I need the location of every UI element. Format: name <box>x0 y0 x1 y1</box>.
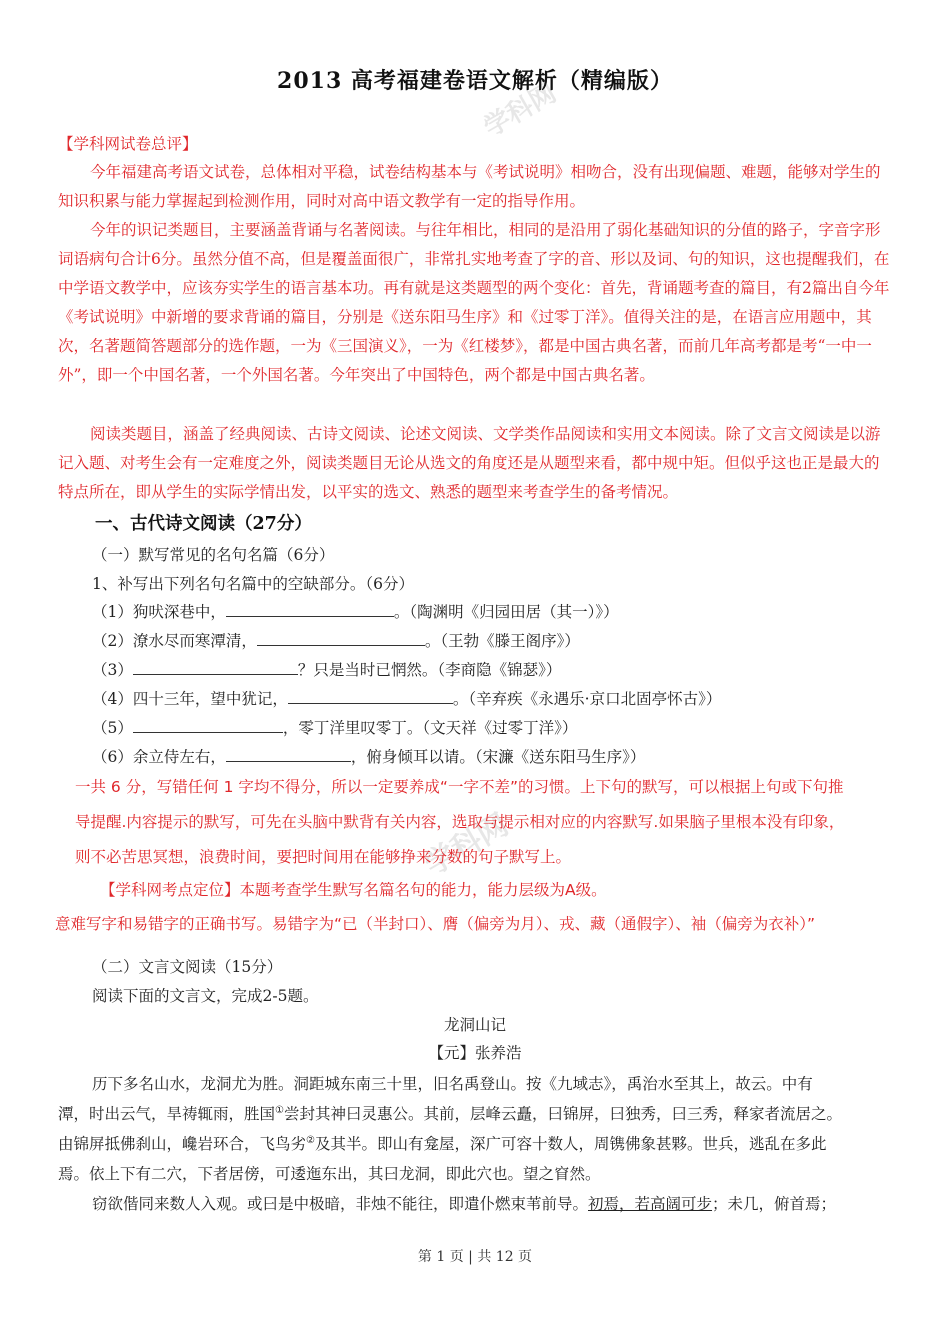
fill-item-6 <box>92 745 645 767</box>
item-number: （6） <box>92 748 133 766</box>
tip-line-2: 导提醒.内容提示的默写，可先在头脑中默背有关内容，选取与提示相对应的内容默写.如果脑子里根本没有印象， <box>75 813 845 831</box>
watermark: 学科网 <box>419 807 515 883</box>
item-source: ，零丁洋里叹零丁。（文天祥《过零丁洋》） <box>282 719 578 737</box>
item-source: 。（辛弃疾《永遇乐·京口北固亭怀古》） <box>452 690 722 708</box>
review-heading: 【学科网试卷总评】 <box>58 135 198 153</box>
fill-item-5 <box>92 716 577 738</box>
kaodian-label: 【学科网考点定位】本题考查学生默写名篇名句的能力，能力层级为A级。 <box>100 881 607 899</box>
answer-blank[interactable] <box>226 602 394 617</box>
passage-line-4: 焉。依上下有二穴，下者居傍，可逶迤东出，其曰龙洞，即此穴也。望之窅然。 <box>58 1165 601 1183</box>
tip-line-3: 则不必苦思冥想，浪费时间，要把时间用在能够挣来分数的句子默写上。 <box>75 848 572 866</box>
passage-title: 龙洞山记 <box>443 1016 506 1034</box>
subsection-heading: （一）默写常见的名句名篇（6分） <box>92 546 335 564</box>
item-text: 余立侍左右， <box>132 748 226 766</box>
tip-line-1: 一共 6 分，写错任何 1 字均不得分，所以一定要养成“一字不差”的习惯。上下句的默写，可以根据上句或下句推 <box>75 778 844 796</box>
answer-blank[interactable] <box>133 718 283 733</box>
answer-blank[interactable] <box>288 689 453 704</box>
fill-item-4 <box>92 687 721 709</box>
answer-blank[interactable] <box>133 660 298 675</box>
item-number: （3） <box>92 661 133 679</box>
passage-line-5 <box>92 1192 836 1214</box>
item-source: 。（王勃《滕王阁序》） <box>424 632 580 650</box>
item-number: （2） <box>92 632 133 650</box>
footnote-2[interactable]: ② <box>306 1134 315 1146</box>
passage-line-1: 历下多名山水，龙洞尤为胜。洞距城东南三十里，旧名禹登山。按《九域志》，禹治水至其上，故云。中有 <box>92 1075 813 1093</box>
fill-item-2 <box>92 629 580 651</box>
passage-text: 由锦屏抵佛刹山，巉岩环合，飞鸟劣 <box>58 1135 307 1153</box>
passage-line-2 <box>58 1102 842 1124</box>
passage-text: ；未几，俯首焉； <box>712 1195 837 1213</box>
passage-text: 尝封其神曰灵惠公。其前，层峰云矗，曰锦屏，曰独秀，曰三秀，释家者流居之。 <box>283 1105 842 1123</box>
passage-text: 窃欲偕同来数人入观。或曰是中极暗，非烛不能往，即遣仆燃束苇前导。 <box>92 1195 589 1213</box>
footnote-1[interactable]: ① <box>275 1104 284 1116</box>
document-title: 2013 高考福建卷语文解析（精编版） <box>277 68 673 94</box>
question-1: 1、补写出下列名句名篇中的空缺部分。（6分） <box>92 575 414 593</box>
passage-text: 潭，时出云气，旱祷辄雨，胜国 <box>58 1105 276 1123</box>
item-source: ？只是当时已惘然。（李商隐《锦瑟》） <box>297 661 562 679</box>
item-source: 。（陶渊明《归园田居（其一）》） <box>393 603 619 621</box>
fill-item-3 <box>92 658 561 680</box>
passage-author: 【元】张养浩 <box>428 1044 522 1062</box>
note-line: 意难写字和易错字的正确书写。易错字为“已（半封口）、膺（偏旁为月）、戎、藏（通假字）、袖（偏旁为衣补）” <box>55 915 816 933</box>
subsection-heading-2: （二）文言文阅读（15分） <box>92 958 283 976</box>
answer-blank[interactable] <box>257 631 425 646</box>
underlined-sentence: 初焉，若高阔可步 <box>588 1195 713 1213</box>
item-text: 四十三年，望中犹记， <box>132 690 288 708</box>
instruction: 阅读下面的文言文，完成2-5题。 <box>92 987 319 1005</box>
page-footer: 第 1 页 | 共 12 页 <box>417 1249 533 1265</box>
item-number: （5） <box>92 719 133 737</box>
item-text: 潦水尽而寒潭清， <box>132 632 257 650</box>
item-text: 狗吠深巷中， <box>132 603 226 621</box>
answer-blank[interactable] <box>226 747 351 762</box>
passage-text: 及其半。即山有龛屋，深广可容十数人，周镌佛象甚夥。世兵，逃乱在多此 <box>314 1135 827 1153</box>
item-source: ，俯身倾耳以请。（宋濂《送东阳马生序》） <box>350 748 646 766</box>
watermark: 学科网 <box>478 78 562 144</box>
item-number: （1） <box>92 603 133 621</box>
section-heading: 一、古代诗文阅读（27分） <box>95 514 312 534</box>
passage-line-3 <box>58 1132 827 1154</box>
fill-item-1 <box>92 600 619 622</box>
review-paragraph-2: 今年的识记类题目，主要涵盖背诵与名著阅读。与往年相比，相同的是沿用了弱化基础知识的分值的路子，字音字形词语病句合计6分。虽然分值不高，但是覆盖面很广，非常扎实地考查了字的音、形以及词、句的知识，这也提醒我们，在中学语文教学中，应该夯实学生的语言基本功。再有就是这类题型的两个变化：首先，背诵题考查的篇目，有2篇出自今年《考试说明》中新增的要求背诵的篇目，分别是《送东阳马生序》和《过零丁洋》。值得关注的是，在语言应用题中，其次，名著题简答题部分的选作题，一为《三国演义》，一为《红楼梦》，都是中国古典名著，而前几年高考都是考“一中一外”，即一个中国名著，一个外国名著。今年突出了中国特色，两个都是中国古典名著。 <box>58 221 890 384</box>
item-number: （4） <box>92 690 133 708</box>
review-paragraph-1: 今年福建高考语文试卷，总体相对平稳，试卷结构基本与《考试说明》相吻合，没有出现偏题、难题，能够对学生的知识积累与能力掌握起到检测作用，同时对高中语文教学有一定的指导作用。 <box>58 163 881 210</box>
review-paragraph-3: 阅读类题目，涵盖了经典阅读、古诗文阅读、论述文阅读、文学类作品阅读和实用文本阅读。除了文言文阅读是以游记入题、对考生会有一定难度之外，阅读类题目无论从选文的角度还是从题型来看，都中规中矩。但似乎这也正是最大的特点所在，即从学生的实际学情出发，以平实的选文、熟悉的题型来考查学生的备考情况。 <box>58 425 881 501</box>
